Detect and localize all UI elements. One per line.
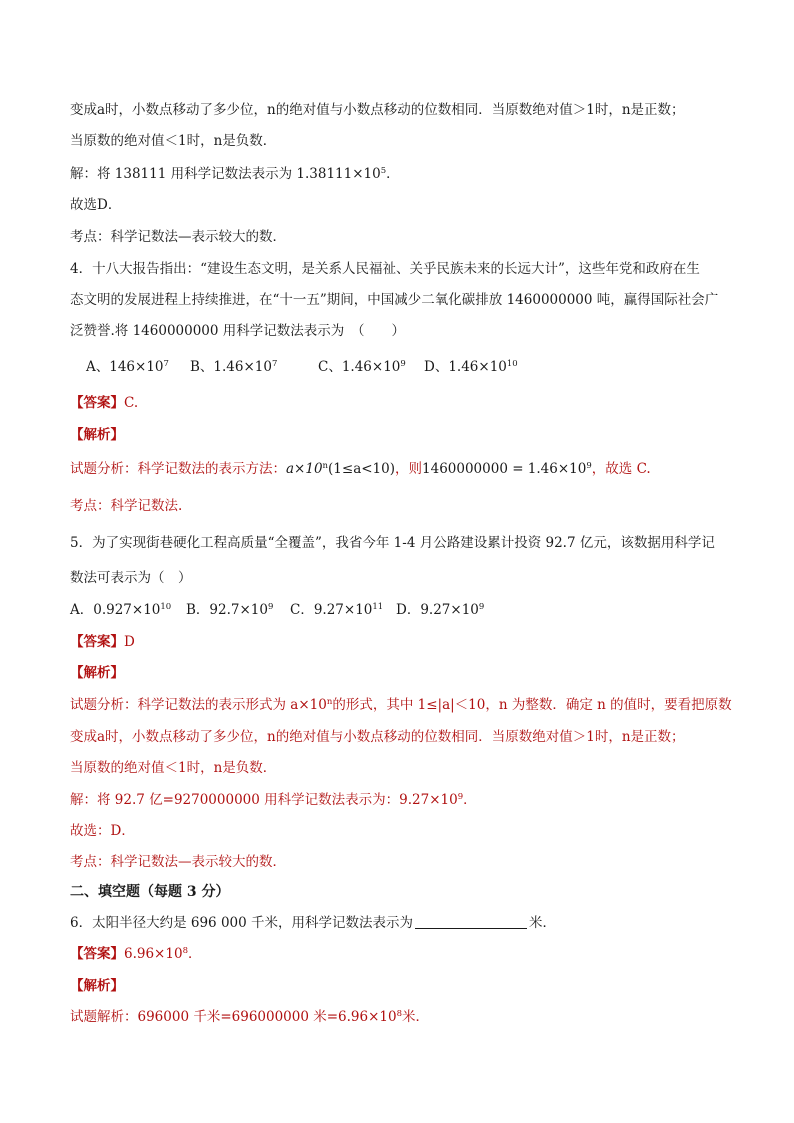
option-c: C．$9.27\times 10^{11}$	[290, 602, 384, 618]
question-4-line: 态文明的发展进程上持续推进，在“十一五”期间，中国减少二氧化碳排放 1460000000 吨，赢得国际社会广	[70, 292, 719, 308]
solution-line: 解：将 92.7 亿=9270000000 用科学记数法表示为：$9.27\times 10^9$．	[70, 792, 477, 808]
option-b: B、$1.46\times 10^7$	[190, 359, 278, 375]
option-a: A．$0.927\times 10^{10}$	[70, 602, 172, 618]
option-b: B．$92.7\times 10^9$	[186, 602, 274, 618]
text-line: 变成a时，小数点移动了多少位，n的绝对值与小数点移动的位数相同．当原数绝对值＞1时，n是正数；	[70, 102, 685, 118]
question-5-options	[70, 601, 764, 619]
answer-line: 【答案】C.	[70, 395, 139, 411]
question-4-options	[86, 358, 764, 376]
choice-line: 故选D．	[70, 197, 122, 213]
analysis-tag: 【解析】	[70, 665, 124, 681]
option-c: C、$1.46\times 10^9$	[318, 359, 406, 375]
analysis-tag: 【解析】	[70, 427, 124, 443]
section-heading: 二、填空题（每题 3 分）	[70, 884, 230, 900]
solution-line: 解：将 138111 用科学记数法表示为 $1.38111\times 10^5$．	[70, 166, 400, 182]
answer-blank	[415, 915, 527, 929]
answer-line: 【答案】D	[70, 634, 135, 650]
answer-line: 【答案】$6.96\times 10^8$．	[70, 946, 202, 962]
analysis-line: 变成a时，小数点移动了多少位，n的绝对值与小数点移动的位数相同．当原数绝对值＞1时，n是正数；	[70, 729, 685, 745]
option-d: D、$1.46\times 10^{10}$	[424, 359, 518, 375]
question-4-line: 4．十八大报告指出：“建设生态文明，是关系人民福祉、关乎民族未来的长远大计”，这些年党和政府在生	[70, 261, 700, 277]
question-5-line: 数法可表示为（ ）	[70, 570, 192, 586]
kaodian-line: 考点：科学记数法—表示较大的数．	[70, 229, 286, 245]
analysis-line: 试题分析：科学记数法的表示形式为 $a\times 10^n$的形式，其中 1≤|a|＜10，n 为整数．确定 n 的值时，要看把原数	[70, 697, 732, 713]
option-d: D．$9.27\times 10^9$	[396, 602, 485, 618]
kaodian-line: 考点：科学记数法.	[70, 498, 183, 514]
analysis-line: 试题解析：696000 千米=696000000 米$=6.96\times 10^8$米．	[70, 1009, 430, 1025]
question-5-line: 5．为了实现街巷硬化工程高质量“全覆盖”，我省今年 1-4 月公路建设累计投资 92.7 亿元，该数据用科学记	[70, 535, 715, 551]
question-4-line: 泛赞誉.将 1460000000 用科学记数法表示为 （ ）	[70, 323, 406, 339]
analysis-tag: 【解析】	[70, 978, 124, 994]
analysis-line: 试题分析：科学记数法的表示方法：$a\times 10^n(1\le a<10)$，则$1460000000 = 1.46\times 10^9$，故选 C.	[70, 461, 651, 477]
text-line: 当原数的绝对值＜1时，n是负数．	[70, 133, 277, 149]
choice-line: 故选：D．	[70, 823, 135, 839]
option-a: A、$146\times 10^7$	[86, 359, 169, 375]
question-6-line: 6．太阳半径大约是 696 000 千米，用科学记数法表示为 米．	[70, 915, 556, 931]
analysis-line: 当原数的绝对值＜1时，n是负数．	[70, 760, 277, 776]
kaodian-line: 考点：科学记数法—表示较大的数．	[70, 854, 286, 870]
